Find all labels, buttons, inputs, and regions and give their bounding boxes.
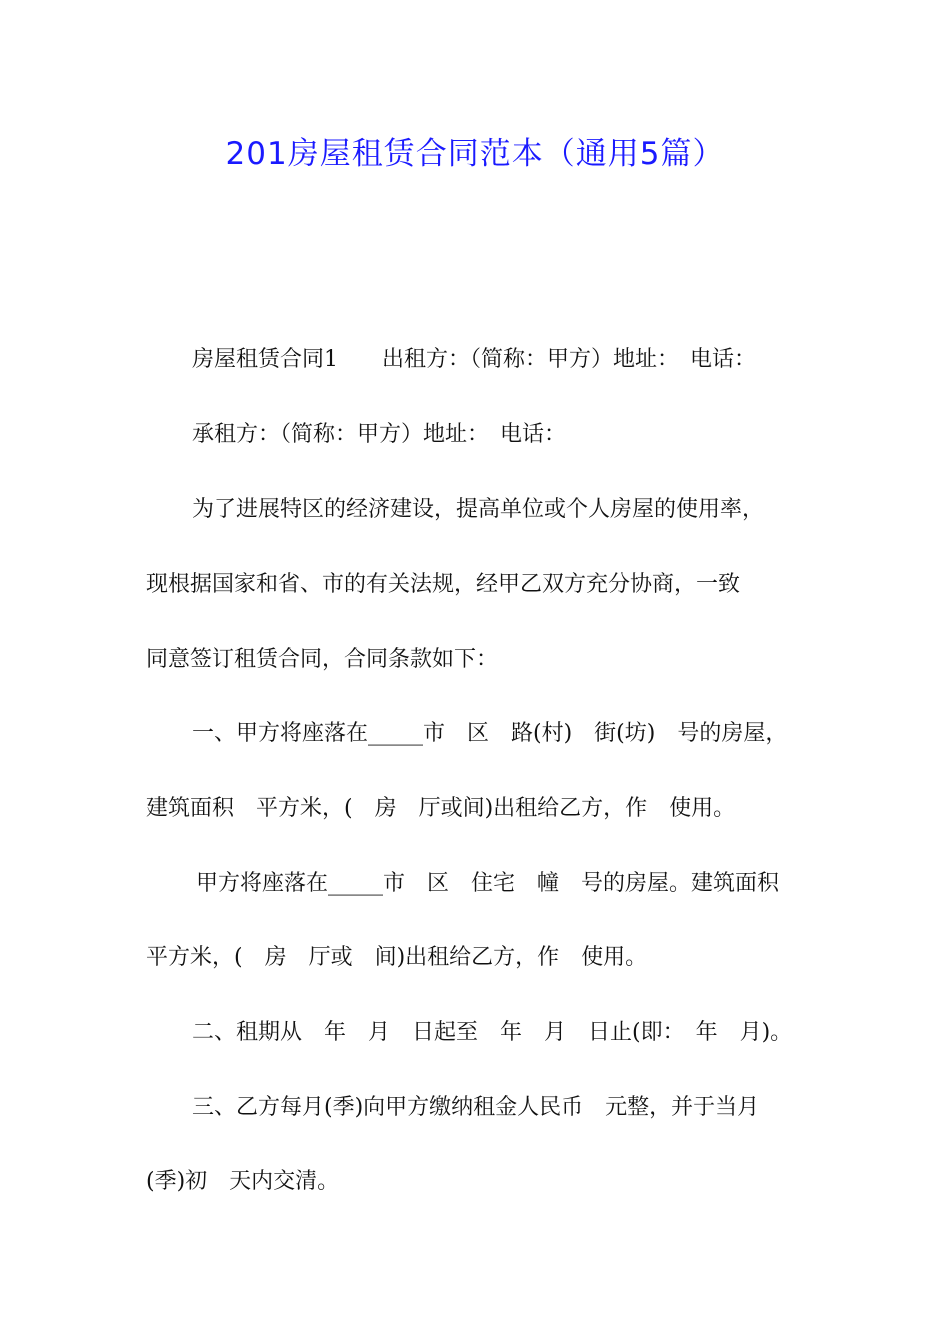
paragraph-line: 承租方：（简称：甲方）地址： 电话：: [192, 422, 567, 447]
paragraph-line: 一、甲方将座落在_____市 区 路(村) 街(坊) 号的房屋，: [192, 721, 788, 746]
paragraph-line: 建筑面积 平方米，( 房 厅或间)出租给乙方，作 使用。: [146, 796, 736, 821]
paragraph-line: 房屋租赁合同1 出租方：（简称：甲方）地址： 电话：: [192, 347, 756, 372]
paragraph-line: 为了进展特区的经济建设，提高单位或个人房屋的使用率，: [192, 497, 765, 522]
paragraph-line: 二、租期从 年 月 日起至 年 月 日止(即： 年 月)。: [192, 1020, 793, 1045]
paragraph-line: 三、乙方每月(季)向甲方缴纳租金人民币 元整，并于当月: [192, 1095, 760, 1120]
document-title: 201房屋租赁合同范本（通用5篇）: [225, 136, 725, 172]
paragraph-line: 平方米，( 房 厅或 间)出租给乙方，作 使用。: [146, 945, 648, 970]
paragraph-line: 现根据国家和省、市的有关法规，经甲乙双方充分协商，一致: [146, 572, 741, 597]
paragraph-line: 甲方将座落在_____市 区 住宅 幢 号的房屋。建筑面积: [196, 871, 780, 896]
paragraph-line: (季)初 天内交清。: [146, 1169, 340, 1194]
paragraph-line: 同意签订租赁合同，合同条款如下：: [146, 647, 499, 672]
